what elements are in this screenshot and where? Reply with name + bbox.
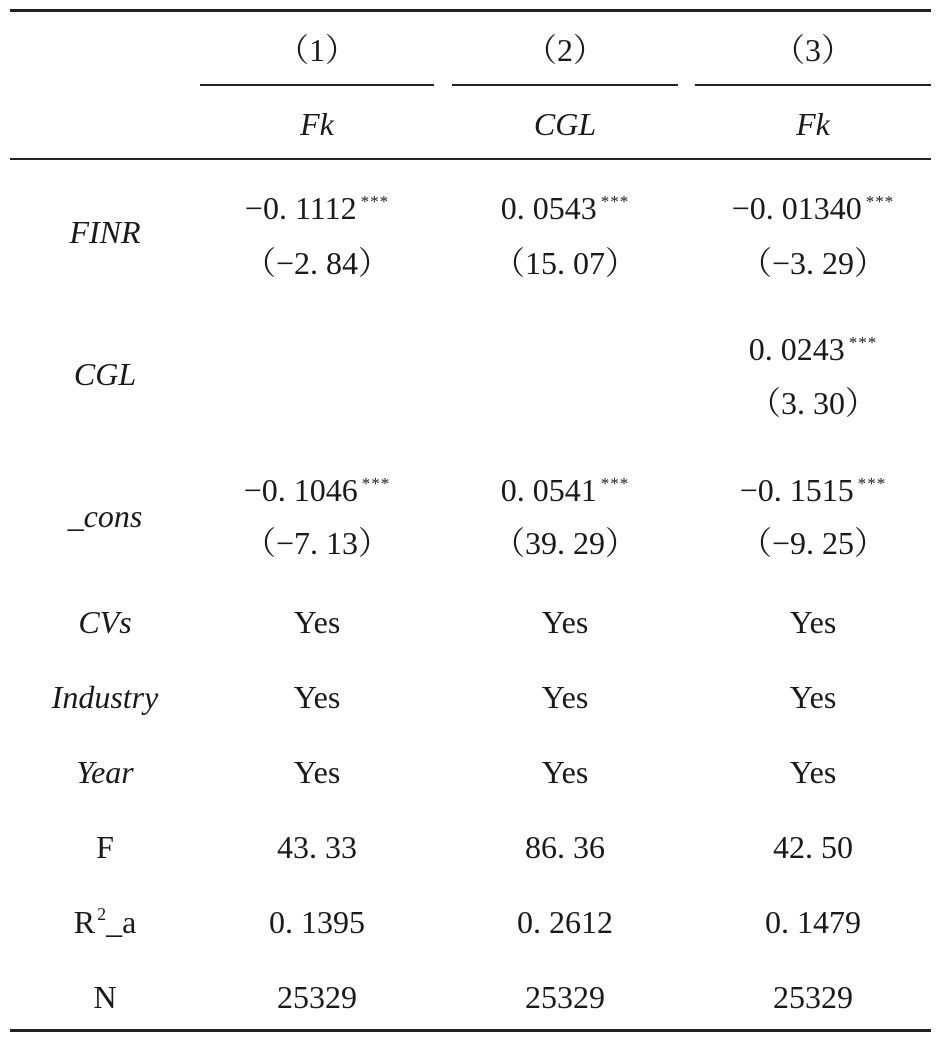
row-label-cgl: CGL xyxy=(73,356,137,392)
year-value-1: Yes xyxy=(293,754,341,790)
row-label-finr: FINR xyxy=(69,214,141,250)
significance-stars: *** xyxy=(360,192,390,211)
industry-value-3: Yes xyxy=(789,679,837,715)
f-value-1: 43. 33 xyxy=(277,829,357,865)
n-value-2: 25329 xyxy=(525,979,605,1015)
coef-cgl-3: 0. 0243 *** xyxy=(748,331,878,367)
year-value-3: Yes xyxy=(789,754,837,790)
col1-header-rule xyxy=(200,84,434,86)
r2a-value-3: 0. 1479 xyxy=(765,904,861,940)
significance-stars: *** xyxy=(848,333,878,352)
dependent-var-1: Fk xyxy=(300,106,334,142)
r2a-value-1: 0. 1395 xyxy=(269,904,365,940)
col2-header-rule xyxy=(452,84,678,86)
column-number-2: （2） xyxy=(524,32,605,68)
coef-cons-1: −0. 1046 *** xyxy=(243,472,391,508)
tstat-finr-3: （−3. 29） xyxy=(739,245,887,281)
tstat-finr-1: （−2. 84） xyxy=(243,245,391,281)
tstat-cons-2: （39. 29） xyxy=(492,525,637,561)
significance-stars: *** xyxy=(865,192,895,211)
row-label-industry: Industry xyxy=(51,679,159,715)
dependent-var-3: Fk xyxy=(796,106,830,142)
f-value-2: 86. 36 xyxy=(525,829,605,865)
coef-cons-3: −0. 1515 *** xyxy=(739,472,887,508)
significance-stars: *** xyxy=(857,474,887,493)
n-value-3: 25329 xyxy=(773,979,853,1015)
industry-value-1: Yes xyxy=(293,679,341,715)
tstat-cons-3: （−9. 25） xyxy=(739,525,887,561)
r2a-value-2: 0. 2612 xyxy=(517,904,613,940)
top-rule xyxy=(10,9,931,12)
cvs-value-1: Yes xyxy=(293,604,341,640)
tstat-finr-2: （15. 07） xyxy=(492,245,637,281)
coef-cons-2: 0. 0541 *** xyxy=(500,472,630,508)
column-number-1: （1） xyxy=(276,32,357,68)
n-value-1: 25329 xyxy=(277,979,357,1015)
column-number-3: （3） xyxy=(772,32,853,68)
year-value-2: Yes xyxy=(541,754,589,790)
row-label-f: F xyxy=(96,829,114,865)
tstat-cons-1: （−7. 13） xyxy=(243,525,391,561)
row-label-year: Year xyxy=(76,754,134,790)
row-label-r2a: R $^2$_a xyxy=(73,904,137,940)
significance-stars: *** xyxy=(361,474,391,493)
coef-finr-3: −0. 01340 *** xyxy=(731,190,895,226)
dependent-var-2: CGL xyxy=(533,106,597,142)
significance-stars: *** xyxy=(600,474,630,493)
row-label-cvs: CVs xyxy=(78,604,132,640)
col3-header-rule xyxy=(695,84,931,86)
tstat-cgl-3: （3. 30） xyxy=(748,385,877,421)
coef-finr-2: 0. 0543 *** xyxy=(500,190,630,226)
cvs-value-3: Yes xyxy=(789,604,837,640)
row-label-n: N xyxy=(93,979,117,1015)
f-value-3: 42. 50 xyxy=(773,829,853,865)
significance-stars: *** xyxy=(600,192,630,211)
bottom-rule xyxy=(10,1029,931,1032)
header-rule xyxy=(10,158,931,160)
industry-value-2: Yes xyxy=(541,679,589,715)
coef-finr-1: −0. 1112 *** xyxy=(244,190,390,226)
row-label-cons: _cons xyxy=(67,498,143,534)
cvs-value-2: Yes xyxy=(541,604,589,640)
